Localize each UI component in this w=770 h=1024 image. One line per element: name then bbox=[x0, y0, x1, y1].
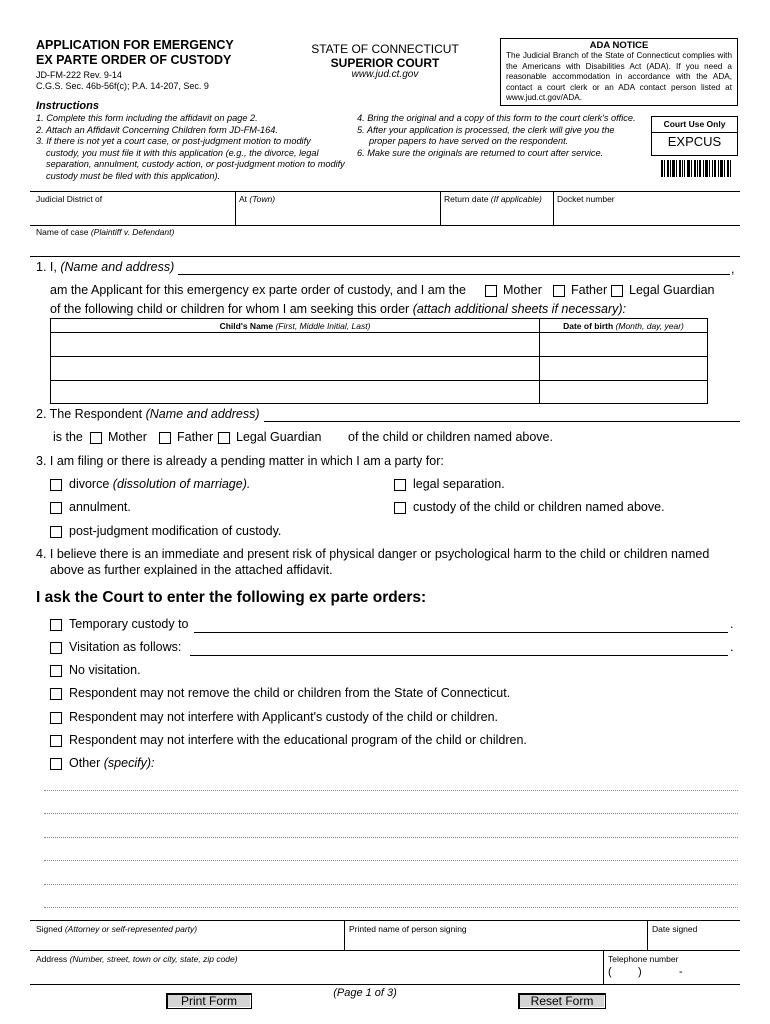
divorce-label: divorce (dissolution of marriage). bbox=[69, 477, 251, 491]
telephone-label: Telephone number bbox=[608, 954, 679, 964]
barcode-icon bbox=[661, 160, 731, 177]
at-town-label: At (Town) bbox=[239, 194, 276, 204]
instruction-5: 5. After your application is processed, the clerk will give you the proper papers to have served on the respondent. bbox=[357, 124, 615, 146]
annulment-checkbox[interactable] bbox=[50, 502, 62, 514]
applicant-mother-checkbox[interactable] bbox=[485, 285, 497, 297]
other-specify-line-5[interactable] bbox=[44, 884, 738, 885]
statute: C.G.S. Sec. 46b-56f(c); P.A. 14-207, Sec. 9 bbox=[36, 81, 209, 91]
date-signed-label: Date signed bbox=[652, 924, 698, 934]
town-input[interactable] bbox=[237, 203, 437, 223]
child-name-header: Child's Name (First, Middle Initial, Last) bbox=[219, 321, 371, 331]
instructions-left bbox=[36, 113, 346, 182]
print-form-button[interactable]: Print Form bbox=[166, 993, 252, 1009]
annulment-label: annulment. bbox=[69, 500, 131, 514]
orders-heading: I ask the Court to enter the following ex parte orders: bbox=[36, 589, 427, 606]
applicant-statement: am the Applicant for this emergency ex parte order of custody, and I am the bbox=[50, 283, 466, 297]
visitation-input[interactable] bbox=[190, 655, 728, 656]
applicant-father-checkbox[interactable] bbox=[553, 285, 565, 297]
judicial-district-input[interactable] bbox=[32, 203, 232, 223]
signed-label: Signed (Attorney or self-represented party) bbox=[36, 924, 198, 934]
other-specify-line-6[interactable] bbox=[44, 907, 738, 908]
address-input[interactable] bbox=[32, 964, 601, 982]
other-specify-line-4[interactable] bbox=[44, 860, 738, 861]
respondent-father-checkbox[interactable] bbox=[159, 432, 171, 444]
no-interfere-custody-checkbox[interactable] bbox=[50, 712, 62, 724]
legal-separation-checkbox[interactable] bbox=[394, 479, 406, 491]
docket-number-input[interactable] bbox=[555, 203, 738, 223]
ada-title: ADA NOTICE bbox=[589, 40, 649, 51]
section4-line2: above as further explained in the attached affidavit. bbox=[50, 563, 333, 577]
form-id: JD-FM-222 Rev. 9-14 bbox=[36, 70, 122, 80]
child-dob-input-3[interactable] bbox=[541, 382, 706, 402]
respondent-guardian-label: Legal Guardian bbox=[236, 430, 322, 444]
applicant-guardian-label: Legal Guardian bbox=[629, 283, 715, 297]
address-label: Address (Number, street, town or city, state, zip code) bbox=[36, 954, 238, 964]
respondent-is-the: is the bbox=[53, 430, 83, 444]
instruction-2: 2. Attach an Affidavit Concerning Children form JD-FM-164. bbox=[36, 124, 278, 135]
section4-line1: 4. I believe there is an immediate and present risk of physical danger or psychological harm to the child or children named bbox=[36, 547, 710, 561]
divorce-checkbox[interactable] bbox=[50, 479, 62, 491]
reset-form-button[interactable]: Reset Form bbox=[518, 993, 606, 1009]
respondent-name-input[interactable] bbox=[264, 421, 740, 422]
legal-separation-label: legal separation. bbox=[413, 477, 505, 491]
no-remove-label: Respondent may not remove the child or children from the State of Connecticut. bbox=[69, 686, 511, 700]
no-remove-checkbox[interactable] bbox=[50, 688, 62, 700]
custody-checkbox[interactable] bbox=[394, 502, 406, 514]
docket-number-label: Docket number bbox=[557, 194, 615, 204]
printed-name-label: Printed name of person signing bbox=[349, 924, 467, 934]
applicant-name-input[interactable] bbox=[178, 274, 730, 275]
state-name: STATE OF CONNECTICUT bbox=[311, 42, 459, 56]
applicant-guardian-checkbox[interactable] bbox=[611, 285, 623, 297]
no-interfere-custody-label: Respondent may not interfere with Applicant's custody of the child or children. bbox=[69, 710, 499, 724]
temporary-custody-label: Temporary custody to bbox=[69, 617, 189, 631]
respondent-mother-checkbox[interactable] bbox=[90, 432, 102, 444]
child-name-input-3[interactable] bbox=[52, 382, 538, 402]
other-checkbox[interactable] bbox=[50, 758, 62, 770]
visitation-checkbox[interactable] bbox=[50, 642, 62, 654]
children-text: of the following child or children for whom I am seeking this order (attach additional sheets if necessary): bbox=[50, 302, 626, 316]
no-visitation-checkbox[interactable] bbox=[50, 665, 62, 677]
other-specify-line-2[interactable] bbox=[44, 813, 738, 814]
temporary-custody-checkbox[interactable] bbox=[50, 619, 62, 631]
judicial-district-label: Judicial District of bbox=[36, 194, 103, 204]
other-specify-line-1[interactable] bbox=[44, 790, 738, 791]
period: . bbox=[730, 640, 734, 654]
respondent-guardian-checkbox[interactable] bbox=[218, 432, 230, 444]
phone-open-paren: ( bbox=[608, 966, 612, 978]
instruction-4: 4. Bring the original and a copy of this form to the court clerk's office. bbox=[357, 113, 636, 123]
form-title-line1: APPLICATION FOR EMERGENCY bbox=[36, 38, 234, 52]
child-name-input-1[interactable] bbox=[52, 334, 538, 355]
court-use-code: EXPCUS bbox=[652, 132, 737, 151]
post-judgment-label: post-judgment modification of custody. bbox=[69, 524, 282, 538]
respondent-suffix: of the child or children named above. bbox=[348, 430, 553, 444]
instructions-right bbox=[357, 113, 637, 159]
section2-label: 2. The Respondent (Name and address) bbox=[36, 407, 260, 421]
comma: , bbox=[731, 262, 735, 276]
other-label: Other (specify): bbox=[69, 756, 155, 770]
visitation-label: Visitation as follows: bbox=[69, 640, 182, 654]
instruction-6: 6. Make sure the originals are returned to court after service. bbox=[357, 147, 604, 158]
court-name: SUPERIOR COURT bbox=[330, 56, 440, 70]
no-visitation-label: No visitation. bbox=[69, 663, 141, 677]
instruction-1: 1. Complete this form including the affidavit on page 2. bbox=[36, 113, 258, 123]
ada-notice-box bbox=[500, 38, 738, 106]
custody-label: custody of the child or children named above. bbox=[413, 500, 665, 514]
child-dob-input-1[interactable] bbox=[541, 334, 706, 355]
respondent-father-label: Father bbox=[177, 430, 214, 444]
date-signed-input[interactable] bbox=[649, 934, 738, 949]
website: www.jud.ct.gov bbox=[351, 69, 419, 80]
child-dob-input-2[interactable] bbox=[541, 358, 706, 379]
return-date-input[interactable] bbox=[442, 203, 550, 223]
court-use-label: Court Use Only bbox=[663, 119, 726, 129]
instructions-heading: Instructions bbox=[36, 100, 99, 112]
printed-name-input[interactable] bbox=[346, 934, 645, 949]
phone-close-paren: ) bbox=[638, 966, 642, 978]
children-table bbox=[50, 318, 708, 404]
period: . bbox=[730, 617, 734, 631]
no-interfere-education-label: Respondent may not interfere with the educational program of the child or children. bbox=[69, 733, 527, 747]
signature-input[interactable] bbox=[32, 934, 342, 949]
instruction-3: 3. If there is not yet a court case, or post-judgment motion to modify custody, you must file it with this application (e.g., the divorce, legal separation, annulment, custody action, or post-judgment motion to modify custody must be filed with this application). bbox=[36, 136, 345, 181]
respondent-mother-label: Mother bbox=[108, 430, 147, 444]
other-specify-line-3[interactable] bbox=[44, 837, 738, 838]
case-name-input[interactable] bbox=[32, 237, 738, 254]
child-name-input-2[interactable] bbox=[52, 358, 538, 379]
section1-label: 1. I, (Name and address) bbox=[36, 260, 175, 274]
dob-header: Date of birth (Month, day, year) bbox=[563, 321, 684, 331]
ada-text: The Judicial Branch of the State of Connecticut complies with the Americans with Disabilities Act (ADA). If you need a reasonable accommodation in accordance with the ADA, contact a court clerk or an ADA contact person listed at www.jud.ct.gov/ADA. bbox=[506, 51, 732, 102]
form-title-line2: EX PARTE ORDER OF CUSTODY bbox=[36, 53, 232, 67]
case-name-label: Name of case (Plaintiff v. Defendant) bbox=[36, 227, 175, 237]
court-use-box bbox=[651, 116, 738, 156]
applicant-father-label: Father bbox=[571, 283, 608, 297]
phone-dash: - bbox=[679, 966, 683, 978]
page-number: (Page 1 of 3) bbox=[333, 987, 397, 999]
telephone-input[interactable] bbox=[606, 964, 738, 982]
applicant-mother-label: Mother bbox=[503, 283, 542, 297]
temporary-custody-input[interactable] bbox=[194, 632, 728, 633]
section3-text: 3. I am filing or there is already a pending matter in which I am a party for: bbox=[36, 454, 444, 468]
post-judgment-checkbox[interactable] bbox=[50, 526, 62, 538]
return-date-label: Return date (If applicable) bbox=[444, 194, 542, 204]
no-interfere-education-checkbox[interactable] bbox=[50, 735, 62, 747]
